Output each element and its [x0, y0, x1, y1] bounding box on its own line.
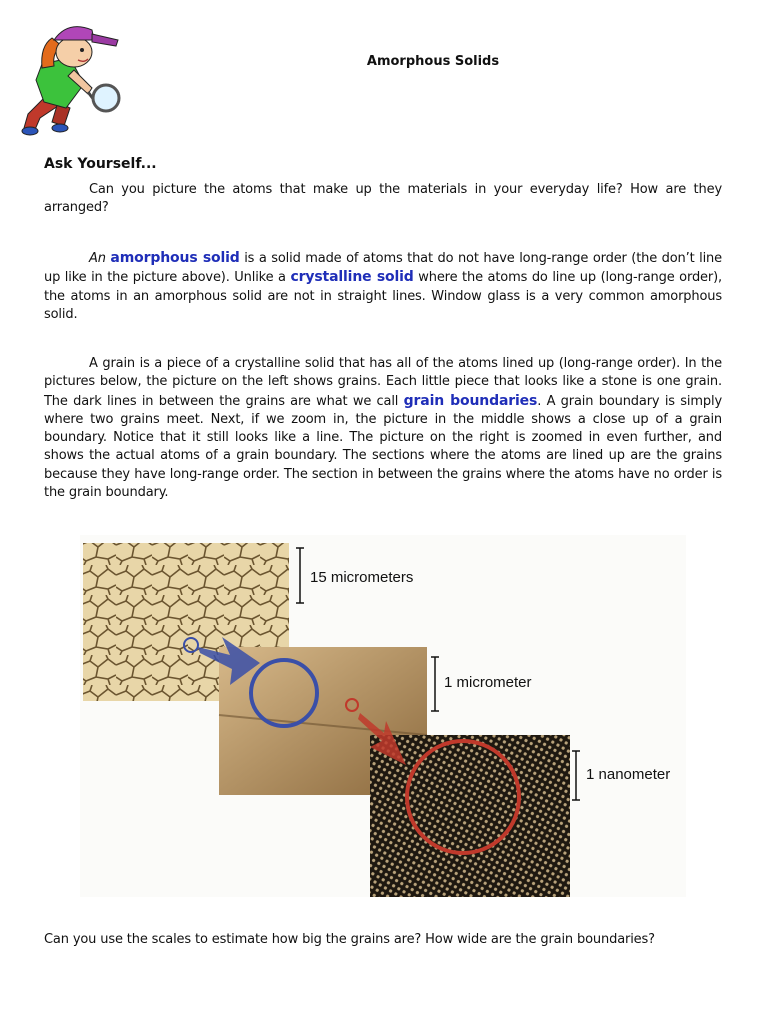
grain-zoom-figure [80, 535, 686, 897]
scale-label-2: 1 micrometer [444, 674, 532, 691]
scale-label-1: 15 micrometers [310, 569, 414, 586]
amorphous-paragraph [44, 249, 722, 324]
scale-label-3: 1 nanometer [586, 766, 671, 783]
section-heading: Ask Yourself... [44, 156, 157, 172]
term-crystalline-solid: crystalline solid [290, 269, 414, 286]
grain-text-1: A grain is a piece of a crystalline solid that has all of the atoms lined up (long-range order). In the pictures below, the picture on the left shows grains. Each little piece that looks like a stone is one grain. The dark lines in between the grains are what we call [44, 356, 722, 409]
amorphous-text-2: where the atoms do line up (long-range order), the atoms in an amorphous solid are not in straight lines. Window glass is a very common amorphous solid. [44, 270, 722, 322]
term-grain-boundaries: grain boundaries [403, 392, 538, 409]
page-title: Amorphous Solids [366, 54, 500, 69]
girl-with-magnifying-glass-icon [18, 18, 126, 140]
intro-text: Can you picture the atoms that make up the materials in your everyday life? How are they arranged? [44, 182, 722, 216]
term-amorphous-solid: amorphous solid [110, 250, 240, 266]
amorphous-text-1: is a solid made of atoms that do not have long-range order (the don’t line up like in the picture above). Unlike a [44, 251, 722, 286]
closing-question: Can you use the scales to estimate how big the grains are? How wide are the grain boundaries? [44, 932, 655, 947]
grain-paragraph [44, 355, 722, 502]
lead-word: An [89, 251, 106, 266]
intro-paragraph [44, 181, 722, 218]
grain-text-2: . A grain boundary is simply where two grains meet. Next, if we zoom in, the picture in the middle shows a close up of a grain boundary. Notice that it still looks like a line. The picture on the right is zoomed in even further, and shows the actual atoms of a grain boundary. The sections where the atoms are lined up are the grains because they have long-range order. The section in between the grains where the atoms have no order is the grain boundary. [44, 393, 722, 501]
